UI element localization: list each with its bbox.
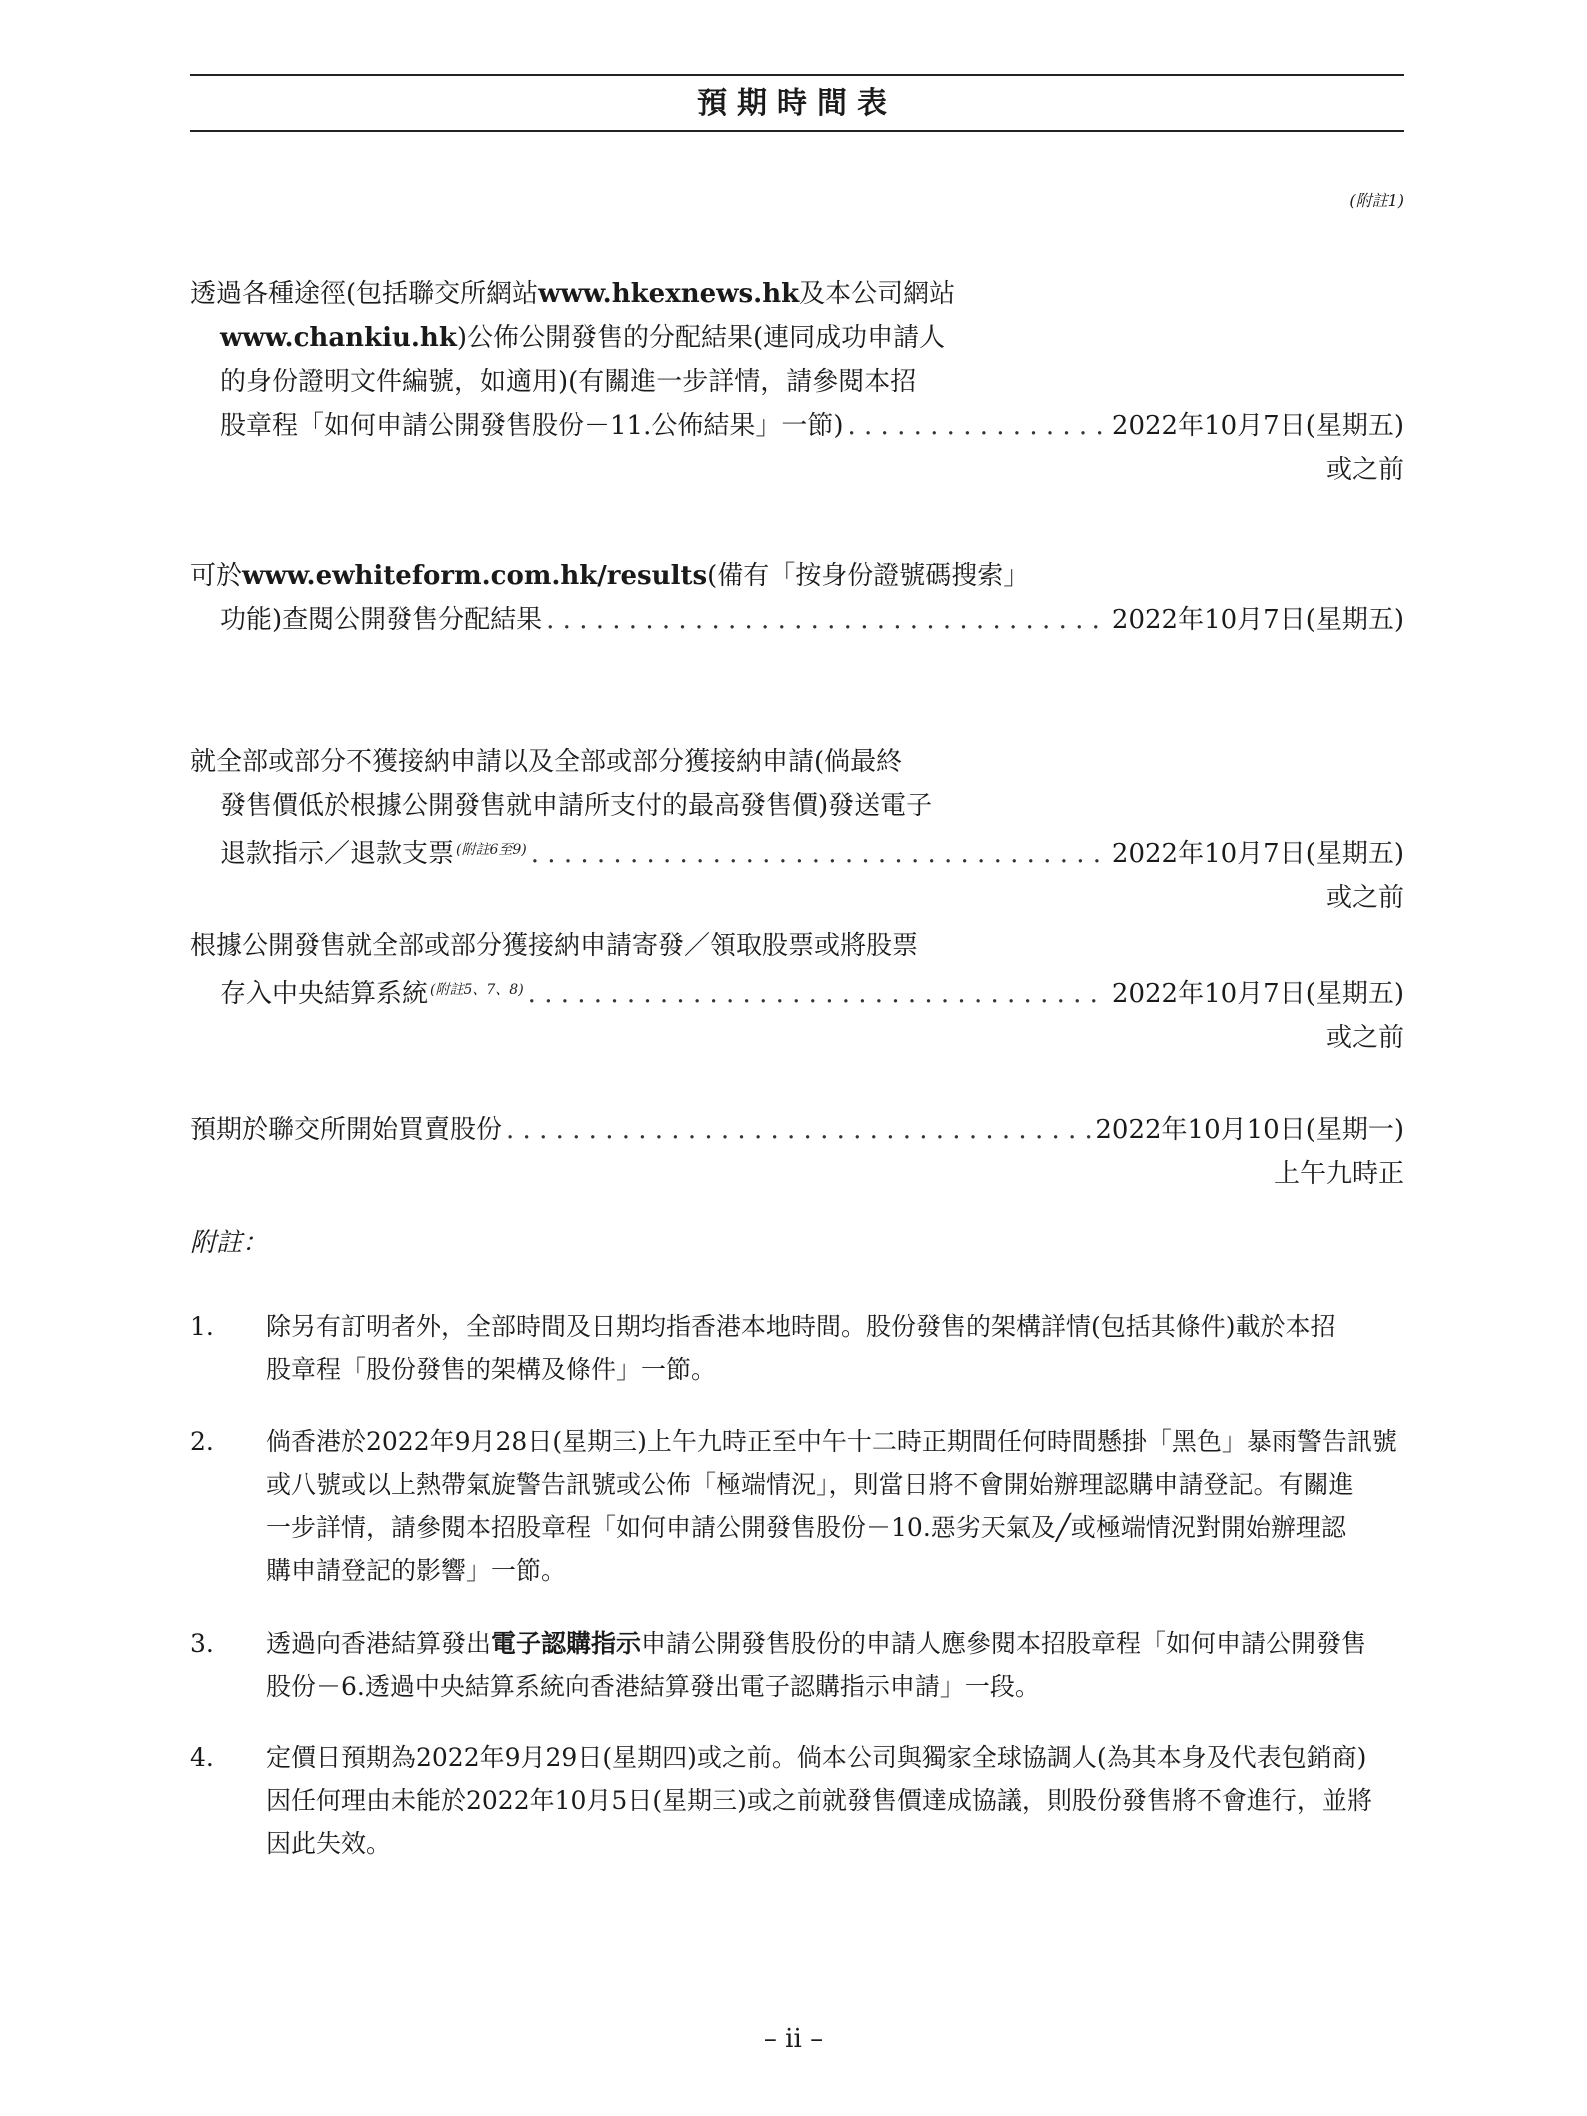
note-item <box>190 1736 1404 1865</box>
header-rule-bottom <box>190 130 1404 132</box>
note-number: 3. <box>190 1629 214 1658</box>
entry-line: 根據公開發售就全部或部分獲接納申請寄發／領取股票或將股票 <box>190 931 919 961</box>
note-line: 除另有訂明者外，全部時間及日期均指香港本地時間。股份發售的架構詳情(包括其條件)載於本招 <box>266 1312 1336 1341</box>
note-number: 4. <box>190 1743 214 1772</box>
note-line: 透過向香港結算發出電子認購指示申請公開發售股份的申請人應參閱本招股章程「如何申請公開發售 <box>266 1629 1367 1658</box>
entry-date-line: 退款指示／退款支票 $^{(附註6至9)}$ . . . 2022年10月7日(星期五) <box>190 828 1404 876</box>
note-item <box>190 1305 1404 1391</box>
timetable-entry-results-announcement <box>190 272 1404 492</box>
dot-leader <box>528 972 1108 1016</box>
note-line: 定價日預期為2022年9月29日(星期四)或之前。倘本公司與獨家全球協調人(為其本身及代表包銷商) <box>266 1743 1367 1772</box>
entry-date-line: 功能)查閱公開發售分配結果 . . . 2022年10月7日(星期五) <box>190 598 1404 642</box>
note-number: 2. <box>190 1427 214 1456</box>
note-line: 一步詳情，請參閱本招股章程「如何申請公開發售股份－10.惡劣天氣及╱或極端情況對開始辦理認 <box>266 1513 1346 1542</box>
entry-line: 發售價低於根據公開發售就申請所支付的最高發售價)發送電子 <box>220 791 933 821</box>
note-item <box>190 1420 1404 1592</box>
timetable-entry-share-certificates <box>190 924 1404 1060</box>
notes-heading: 附註： <box>190 1228 269 1258</box>
entry-time-qualifier: 上午九時正 <box>1273 1159 1404 1189</box>
note-line: 或八號或以上熱帶氣旋警告訊號或公佈「極端情況」，則當日將不會開始辦理認購申請登記。有關進 <box>266 1470 1354 1499</box>
note-item <box>190 1622 1404 1708</box>
page-number: – ii – <box>763 2024 824 2054</box>
timetable-entry-ewhiteform-results <box>190 554 1404 642</box>
note-line: 股份－6.透過中央結算系統向香港結算發出電子認購指示申請」一段。 <box>266 1672 1040 1701</box>
entry-line: 可於www.ewhiteform.com.hk/results(備有「按身份證號碼搜索」 <box>190 561 1030 591</box>
note-line: 購申請登記的影響」一節。 <box>266 1556 567 1585</box>
note-line: 因此失效。 <box>266 1829 392 1858</box>
entry-date-qualifier: 或之前 <box>1325 883 1404 913</box>
note-number: 1. <box>190 1312 214 1341</box>
timetable-entry-dealings-commence <box>190 1108 1404 1196</box>
entry-line: 透過各種途徑(包括聯交所網站www.hkexnews.hk及本公司網站 <box>190 279 956 309</box>
entry-date-qualifier: 或之前 <box>1325 1023 1404 1053</box>
entry-date-line: 預期於聯交所開始買賣股份 . . . 2022年10月10日(星期一) <box>190 1108 1404 1152</box>
entry-date: 2022年10月7日(星期五) <box>1111 411 1404 441</box>
entry-line: 就全部或部分不獲接納申請以及全部或部分獲接納申請(倘最終 <box>190 747 903 777</box>
note-reference: (附註1) <box>1349 191 1404 210</box>
dot-leader <box>848 404 1108 448</box>
entry-date: 2022年10月7日(星期五) <box>1111 839 1404 869</box>
header-rule-top <box>190 74 1404 76</box>
entry-date-qualifier: 或之前 <box>1325 455 1404 485</box>
entry-date: 2022年10月10日(星期一) <box>1095 1115 1404 1145</box>
entry-line: 的身份證明文件編號，如適用)(有關進一步詳情，請參閱本招 <box>220 367 917 397</box>
entry-date: 2022年10月7日(星期五) <box>1111 605 1404 635</box>
dot-leader <box>506 1108 1091 1152</box>
dot-leader <box>531 832 1108 876</box>
dot-leader <box>546 598 1108 642</box>
entry-date: 2022年10月7日(星期五) <box>1111 979 1404 1009</box>
note-line: 倘香港於2022年9月28日(星期三)上午九時正至中午十二時正期間任何時間懸掛「黑色」暴雨警告訊號 <box>266 1427 1397 1456</box>
entry-line: www.chankiu.hk)公佈公開發售的分配結果(連同成功申請人 <box>220 323 946 353</box>
note-line: 股章程「股份發售的架構及條件」一節。 <box>266 1355 717 1384</box>
timetable-entry-refunds <box>190 740 1404 920</box>
note-line: 因任何理由未能於2022年10月5日(星期三)或之前就發售價達成協議，則股份發售將不會進行，並將 <box>266 1786 1372 1815</box>
page-title: 預期時間表 <box>697 86 897 121</box>
entry-date-line: 股章程「如何申請公開發售股份－11.公佈結果」一節) . . . 2022年10月7日(星期五) <box>190 404 1404 448</box>
entry-date-line: 存入中央結算系統 $^{(附註5、7、8)}$ . . . 2022年10月7日(星期五) <box>190 968 1404 1016</box>
